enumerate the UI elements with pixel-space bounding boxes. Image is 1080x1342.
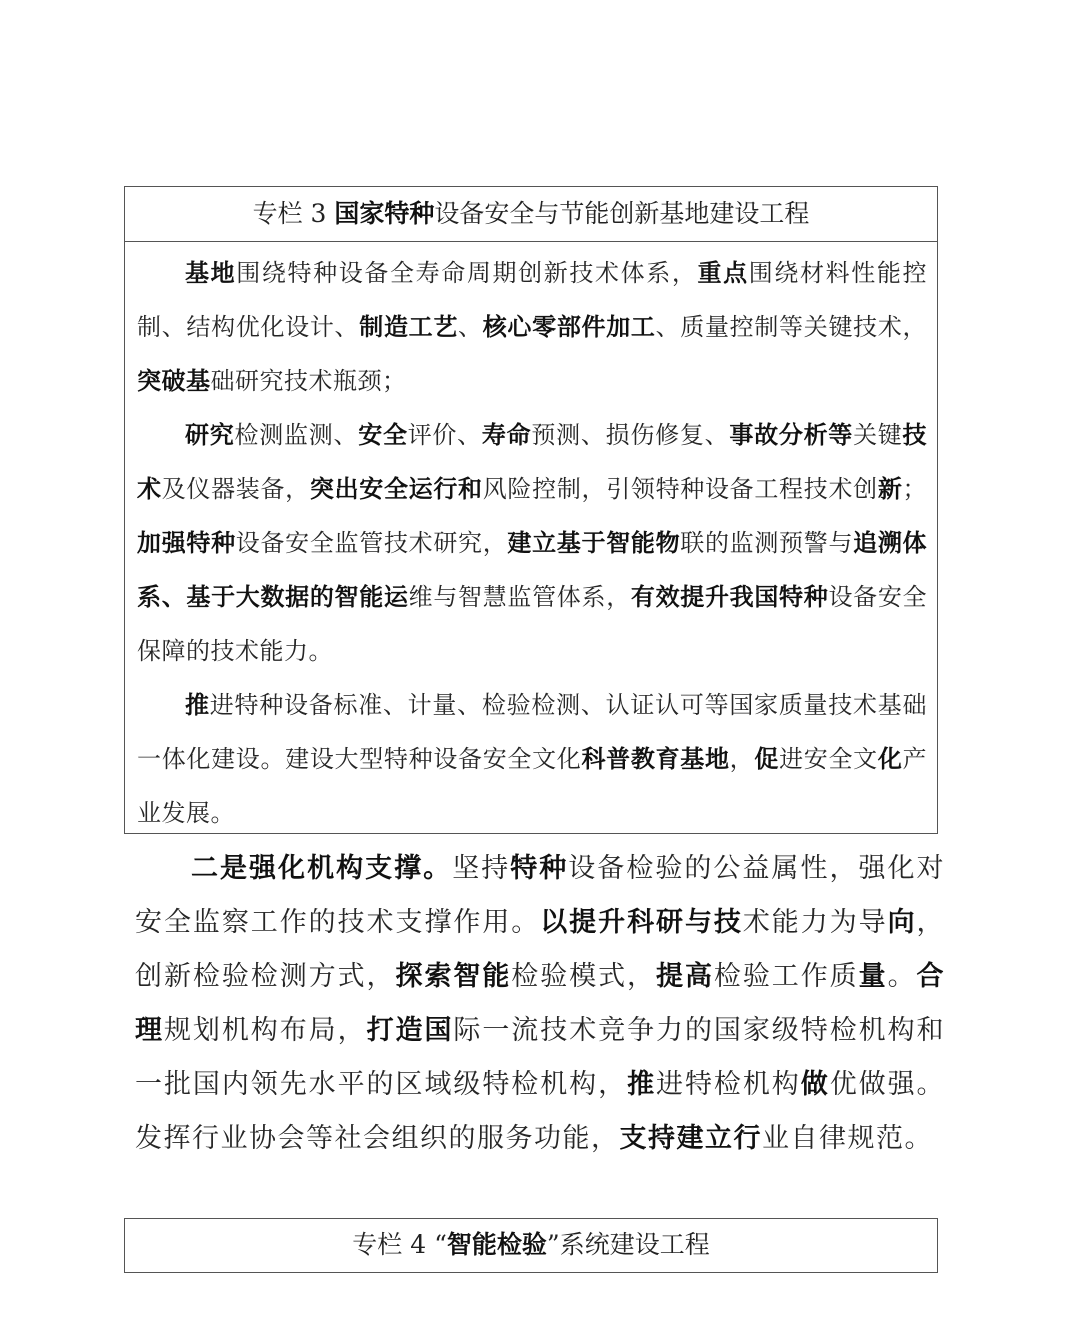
bold-text-run: 重点 (697, 259, 749, 287)
column-4-title (125, 1219, 937, 1271)
column-3-title-number: 3 (310, 199, 327, 228)
text-run: 设备检验的公益属性，强化对安全监察工作的技术支撑作用。 (135, 853, 946, 938)
text-run: 优做强。发挥行业协会等社会组织的服务功能， (135, 1069, 946, 1154)
text-run: 际一流技术竞争力的国家级特检机构和一批国内领先水平的区域级特检机构， (135, 1015, 946, 1100)
column-3-paragraph (137, 678, 927, 840)
bold-text-run: 事故分析等 (729, 421, 854, 449)
bold-text-run: 向 (887, 907, 917, 938)
bold-text-run: 新 (877, 475, 903, 503)
text-run: 。 (887, 961, 917, 992)
column-3-body (125, 242, 937, 840)
bold-text-run: 量 (858, 961, 888, 992)
main-body-paragraph (135, 842, 945, 1166)
bold-text-run: 追溯体系、基于大数据的智能运 (137, 529, 928, 611)
special-column-4 (124, 1218, 938, 1273)
text-run: ，创新检验检测方式， (135, 907, 946, 992)
bold-text-run: 支持建立行 (619, 1123, 762, 1154)
bold-text-run: 二是强化机构支撑。 (191, 853, 453, 884)
bold-text-run: 制造工艺 (359, 313, 459, 341)
bold-text-run: 特种 (510, 853, 569, 884)
text-run: 规划机构布局， (163, 1015, 367, 1046)
text-run: 围绕材料性能控制、结构优化设计、 (137, 259, 927, 341)
column-3-paragraph (137, 408, 927, 678)
bold-text-run: 有效提升我国特种 (630, 583, 829, 611)
bold-text-run: 安全 (358, 421, 408, 449)
bold-text-run: 提高 (656, 961, 714, 992)
bold-text-run: 打造国 (366, 1015, 454, 1046)
column-4-title-prefix: 专栏 (352, 1230, 403, 1259)
column-4-title-number: 4 (410, 1230, 427, 1259)
text-run: 围绕特种设备全寿命周期创新技术体系， (236, 259, 698, 287)
column-4-title-quote-open: “ (434, 1230, 447, 1259)
bold-text-run: 合理 (135, 961, 946, 1046)
text-run: ； (902, 475, 928, 503)
bold-text-run: 化 (877, 745, 903, 773)
text-run: 础研究技术瓶颈； (210, 367, 407, 395)
bold-text-run: 推 (627, 1069, 657, 1100)
text-run: ， (729, 745, 755, 773)
text-run: 进特种设备标准、计量、检验检测、认证认可等国家质量技术基础一体化建设。建设大型特种设备安全文化 (137, 691, 928, 773)
bold-text-run: 做 (800, 1069, 830, 1100)
special-column-3 (124, 186, 938, 834)
text-run: 关键 (853, 421, 903, 449)
bold-text-run: 促 (754, 745, 780, 773)
column-3-title (125, 187, 937, 242)
text-run: 检验工作质 (713, 961, 859, 992)
bold-text-run: 以提升科研与技 (540, 907, 743, 938)
bold-text-run: 建立基于智能物 (507, 529, 681, 557)
text-run: 术能力为导 (742, 907, 888, 938)
text-run: 设备安全监管技术研究， (235, 529, 508, 557)
bold-text-run: 加强特种 (137, 529, 236, 557)
text-run: 及仪器装备， (161, 475, 310, 503)
column-3-title-rest: 设备安全与节能创新基地建设工程 (434, 199, 810, 228)
column-3-paragraph (137, 246, 927, 408)
bold-text-run: 突出安全运行和 (309, 475, 483, 503)
text-run: 坚持 (452, 853, 511, 884)
column-4-title-rest: 系统建设工程 (559, 1230, 710, 1259)
text-run: 、质量控制等关键技术， (655, 313, 928, 341)
column-3-title-bold: 国家特种 (334, 199, 435, 228)
bold-text-run: 基地 (185, 259, 237, 287)
text-run: 产业发展。 (137, 745, 928, 827)
bold-text-run: 推 (185, 691, 210, 719)
bold-text-run: 核心零部件加工 (482, 313, 656, 341)
text-run: 预测、损伤修复、 (531, 421, 730, 449)
text-run: 、 (458, 313, 483, 341)
text-run: 业自律规范。 (762, 1123, 933, 1154)
bold-text-run: 科普教育基地 (581, 745, 730, 773)
bold-text-run: 突破基 (137, 367, 211, 395)
text-run: 联的监测预警与 (680, 529, 854, 557)
column-4-title-bold: 智能检验 (446, 1230, 547, 1259)
text-run: 设备安全保障的技术能力。 (137, 583, 928, 665)
text-run: 进安全文 (779, 745, 878, 773)
bold-text-run: 研究 (185, 421, 235, 449)
text-run: 维与智慧监管体系， (408, 583, 631, 611)
bold-text-run: 探索智能 (395, 961, 512, 992)
column-4-title-quote-close: ” (546, 1230, 560, 1259)
bold-text-run: 技术 (137, 421, 928, 503)
bold-text-run: 寿命 (481, 421, 532, 449)
text-run: 进特检机构 (656, 1069, 801, 1100)
text-run: 风险控制，引领特种设备工程技术创 (482, 475, 878, 503)
text-run: 检验模式， (511, 961, 657, 992)
column-3-title-prefix: 专栏 (252, 199, 303, 228)
text-run: 检测监测、 (234, 421, 359, 449)
text-run: 评价、 (407, 421, 482, 449)
